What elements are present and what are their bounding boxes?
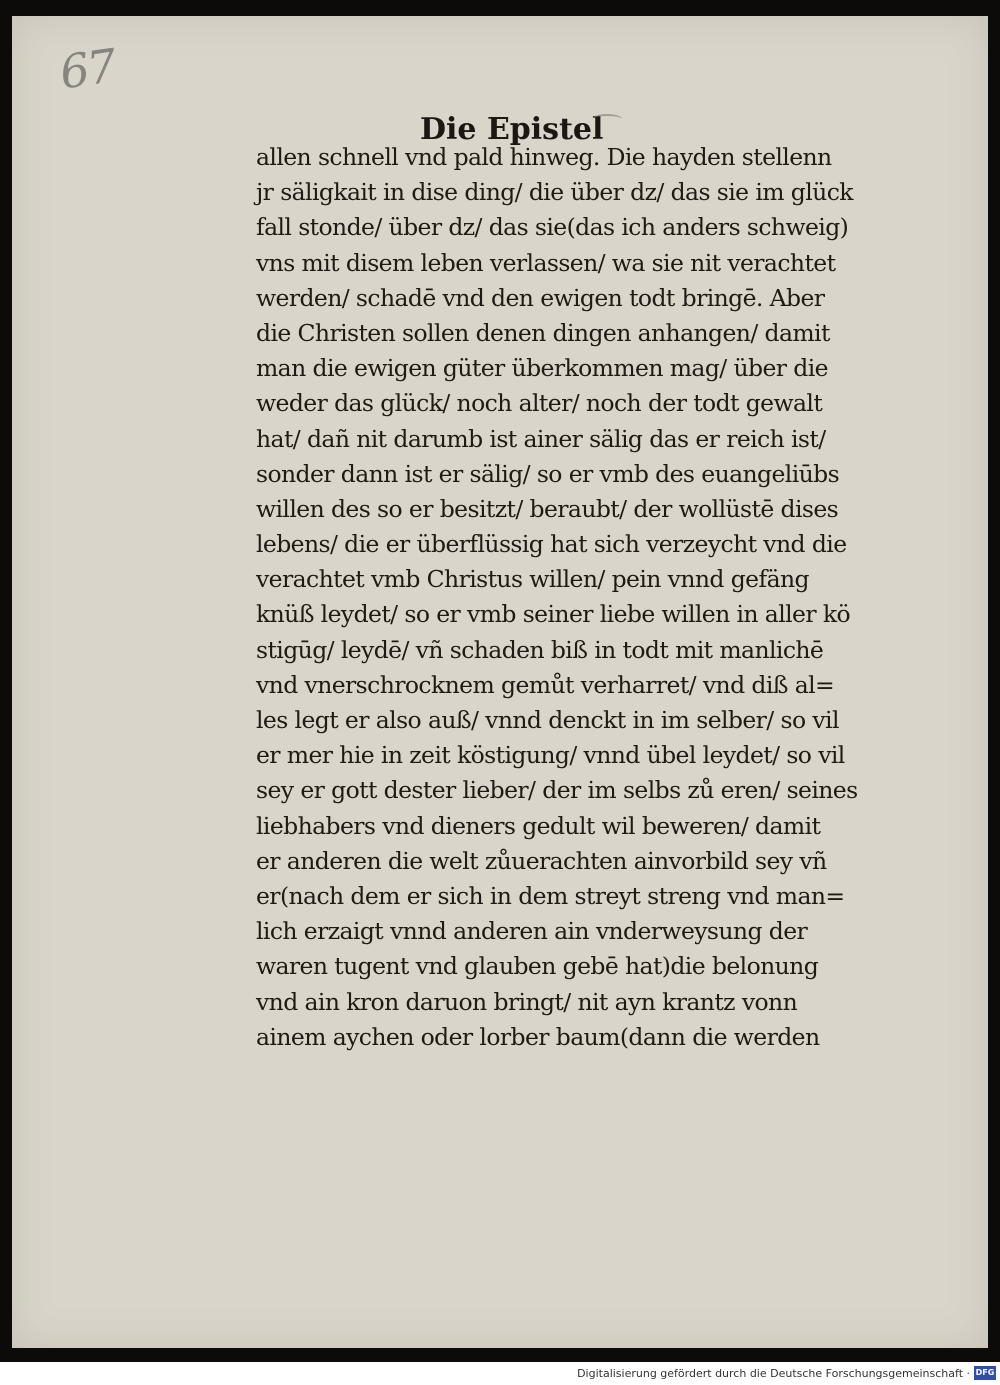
text-line: verachtet vmb Christus willen/ pein vnnd gefäng	[256, 565, 809, 594]
text-line: liebhabers vnd dieners gedult wil beweren/ damit	[256, 811, 821, 840]
text-line: willen des so er besitzt/ beraubt/ der wollüstē dises	[256, 494, 839, 523]
text-line: sonder dann ist er sälig/ so er vmb des euangeliūbs	[256, 459, 840, 488]
text-line: jr säligkait in dise ding/ die über dz/ das sie im glück	[256, 178, 853, 207]
text-line: die Christen sollen denen dingen anhangen/ damit	[256, 318, 830, 347]
text-line: er mer hie in zeit köstigung/ vnnd übel leydet/ so vil	[256, 741, 845, 770]
text-line: knüß leydet/ so er vmb seiner liebe willen in aller kö	[256, 600, 851, 629]
footer-bar	[0, 1362, 1000, 1385]
text-line: les legt er also auß/ vnnd denckt in im selber/ so vil	[256, 706, 839, 734]
text-line: vnd vnerschrocknem gemůt verharret/ vnd diß al=	[256, 670, 835, 699]
text-line: vnd ain kron daruon bringt/ nit ayn krantz vonn	[256, 987, 798, 1016]
page-number: 67	[56, 38, 119, 100]
text-line: vns mit disem leben verlassen/ wa sie nit verachtet	[256, 248, 836, 277]
text-line: lebens/ die er überflüssig hat sich verzeycht vnd die	[256, 530, 847, 559]
text-line: ainem aychen oder lorber baum(dann die werden	[256, 1022, 820, 1051]
text-line: fall stonde/ über dz/ das sie(das ich anders schweig)	[256, 213, 849, 242]
running-head: Die Epistel	[420, 112, 604, 147]
ink-mark	[592, 114, 622, 124]
text-line: lich erzaigt vnnd anderen ain vnderweysung der	[256, 917, 808, 946]
text-line: er(nach dem er sich in dem streyt streng vnd man=	[256, 881, 845, 910]
text-line: man die ewigen güter überkommen mag/ über die	[256, 354, 828, 383]
text-line: waren tugent vnd glauben gebē hat)die belonung	[256, 952, 819, 981]
text-line: werden/ schadē vnd den ewigen todt bringē. Aber	[256, 283, 825, 312]
text-line: er anderen die welt zůuerachten ainvorbild sey vñ	[256, 846, 827, 875]
text-line: sey er gott dester lieber/ der im selbs zů eren/ seines	[256, 776, 858, 805]
dfg-logo-icon: DFG	[974, 1366, 996, 1380]
text-line: stigūg/ leydē/ vñ schaden biß in todt mit manlichē	[256, 635, 824, 664]
text-line: weder das glück/ noch alter/ noch der todt gewalt	[256, 389, 823, 418]
text-line: hat/ dañ nit darumb ist ainer sälig das er reich ist/	[256, 424, 826, 453]
body-text	[256, 140, 916, 1055]
funding-credit: Digitalisierung gefördert durch die Deutsche Forschungsgemeinschaft ·	[577, 1367, 970, 1380]
text-line: allen schnell vnd pald hinweg. Die hayden stellenn	[256, 143, 832, 171]
